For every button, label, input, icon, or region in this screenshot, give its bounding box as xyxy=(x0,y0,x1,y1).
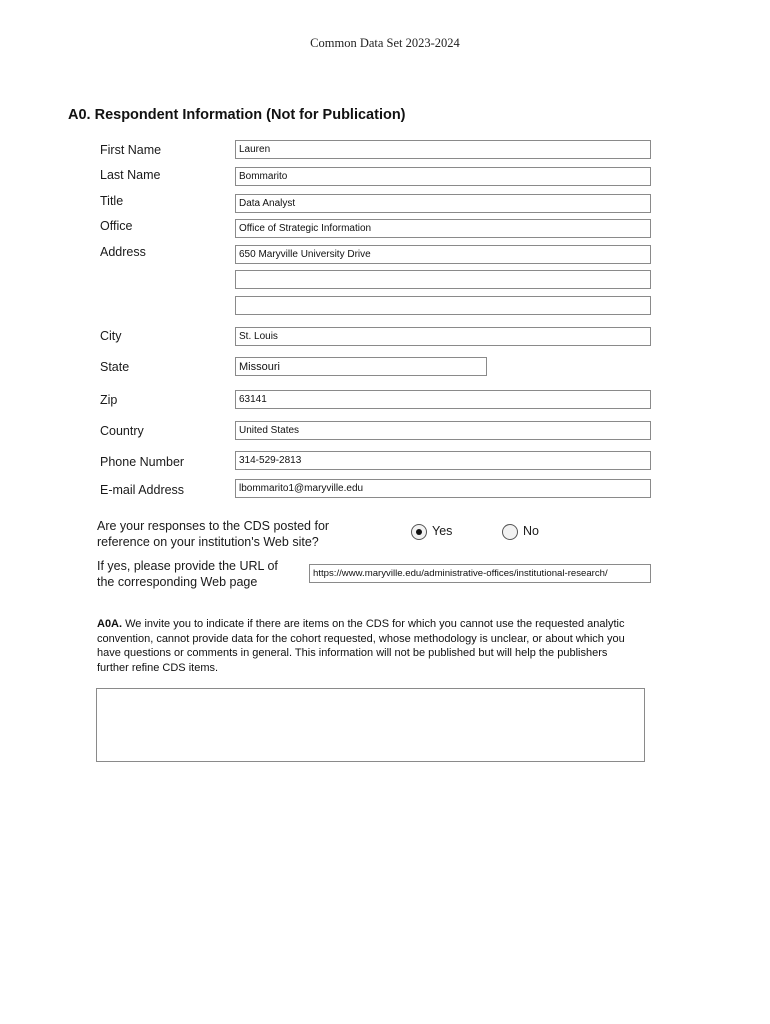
a0a-lead: A0A. xyxy=(97,618,123,630)
address-label: Address xyxy=(100,245,146,259)
posted-question-line2: reference on your institution's Web site? xyxy=(97,535,319,549)
last-name-label: Last Name xyxy=(100,168,161,182)
first-name-field[interactable]: Lauren xyxy=(235,140,651,159)
no-radio[interactable] xyxy=(502,524,518,540)
address-line2-field[interactable] xyxy=(235,270,651,289)
phone-label: Phone Number xyxy=(100,455,185,469)
first-name-label: First Name xyxy=(100,143,162,157)
address-line3-field[interactable] xyxy=(235,296,651,315)
url-question-line2: the corresponding Web page xyxy=(97,575,258,589)
section-title: A0. Respondent Information (Not for Publication) xyxy=(68,107,406,123)
no-radio-label: No xyxy=(523,524,539,538)
title-field[interactable]: Data Analyst xyxy=(235,194,651,213)
state-label: State xyxy=(100,360,130,374)
zip-label: Zip xyxy=(100,393,118,407)
country-label: Country xyxy=(100,424,144,438)
last-name-field[interactable]: Bommarito xyxy=(235,167,651,186)
url-field[interactable]: https://www.maryville.edu/administrative-offices/institutional-research/ xyxy=(309,564,651,583)
email-label: E-mail Address xyxy=(100,483,185,497)
address-line1-field[interactable]: 650 Maryville University Drive xyxy=(235,245,651,264)
yes-radio-label: Yes xyxy=(432,524,453,538)
a0a-body: We invite you to indicate if there are items on the CDS for which you cannot use the requested analytic convention, cannot provide data for the cohort requested, whose methodology is unclear, or about which you have questions or comments in general. This information will not be published but will help the publishers further refine CDS items. xyxy=(97,618,625,674)
city-label: City xyxy=(100,329,122,343)
posted-question-line1: Are your responses to the CDS posted for xyxy=(97,519,330,533)
phone-field[interactable]: 314-529-2813 xyxy=(235,451,651,470)
page-header: Common Data Set 2023-2024 xyxy=(310,36,460,50)
yes-radio[interactable] xyxy=(411,524,427,540)
state-select[interactable]: Missouri xyxy=(235,357,487,376)
office-field[interactable]: Office of Strategic Information xyxy=(235,219,651,238)
email-field[interactable]: lbommarito1@maryville.edu xyxy=(235,479,651,498)
a0a-comments-textarea[interactable] xyxy=(96,688,645,762)
url-question-line1: If yes, please provide the URL of xyxy=(97,559,278,573)
city-field[interactable]: St. Louis xyxy=(235,327,651,346)
title-label: Title xyxy=(100,194,124,208)
country-field[interactable]: United States xyxy=(235,421,651,440)
a0a-instructions xyxy=(97,617,642,675)
zip-field[interactable]: 63141 xyxy=(235,390,651,409)
radio-selected-dot xyxy=(416,529,422,535)
office-label: Office xyxy=(100,219,133,233)
